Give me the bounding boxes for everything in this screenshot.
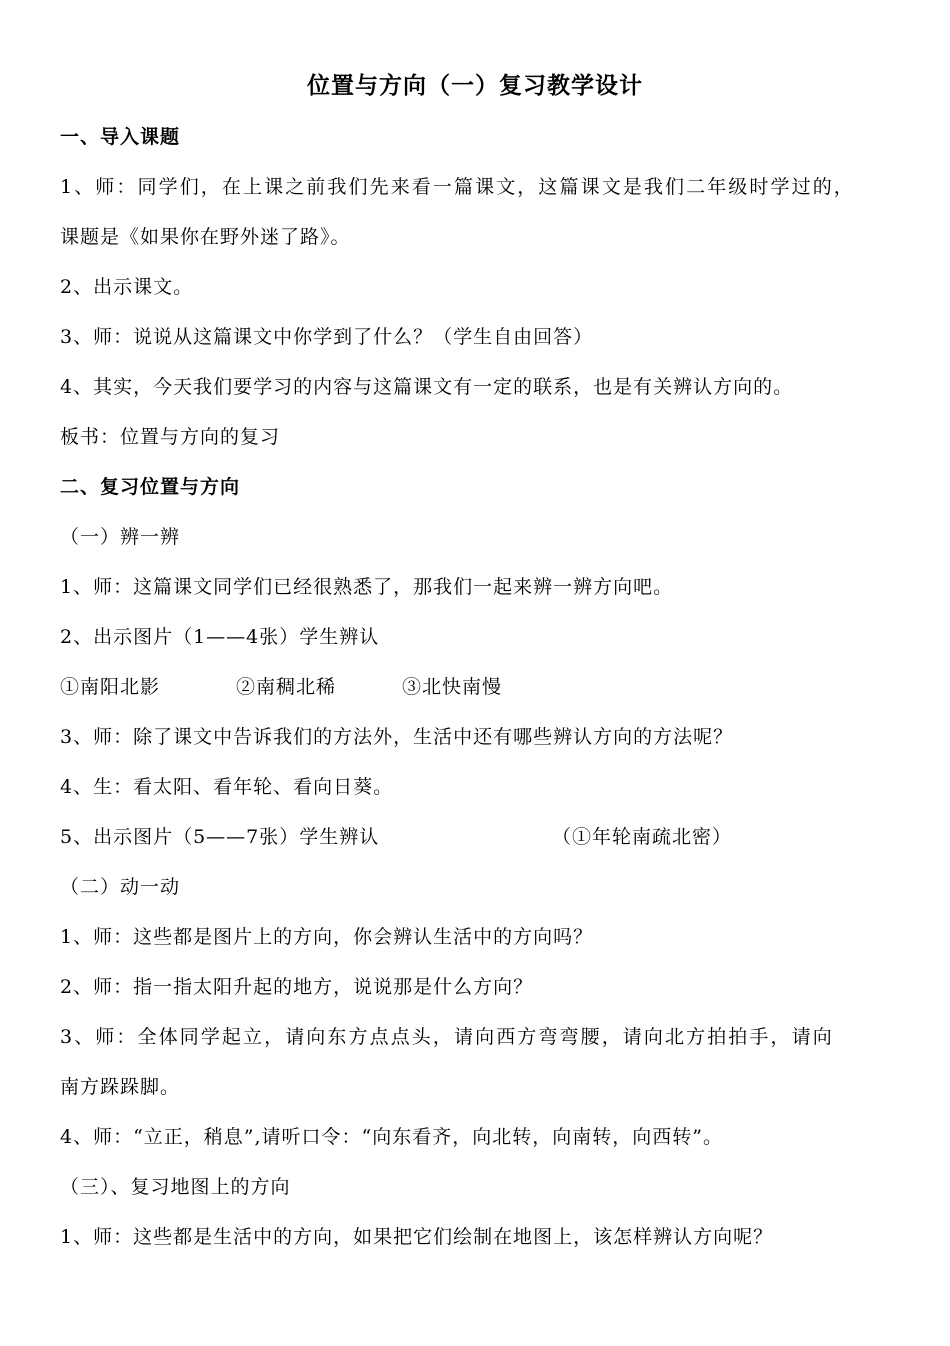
board-writing-line: 板书：位置与方向的复习	[60, 426, 281, 448]
subsection-heading: （三）、复习地图上的方向	[60, 1176, 291, 1198]
paragraph-line: 南方跺跺脚。	[60, 1076, 181, 1098]
paragraph-line: 3、师：全体同学起立，请向东方点点头，请向西方弯弯腰，请向北方拍拍手，请向	[60, 1026, 834, 1048]
subsection-heading: （二）动一动	[60, 876, 181, 898]
paragraph-line: 4、其实，今天我们要学习的内容与这篇课文有一定的联系，也是有关辨认方向的。	[60, 376, 794, 398]
subsection-heading: （一）辨一辨	[60, 526, 181, 548]
methods-line	[60, 672, 502, 702]
paragraph-line: 1、师：这些都是图片上的方向，你会辨认生活中的方向吗？	[60, 926, 594, 948]
paragraph-line: 3、师：说说从这篇课文中你学到了什么？（学生自由回答）	[60, 326, 594, 348]
paragraph-line: 2、师：指一指太阳升起的地方，说说那是什么方向？	[60, 976, 534, 998]
method-item: ③北快南慢	[402, 676, 503, 698]
paragraph-line: 课题是《如果你在野外迷了路》。	[60, 226, 351, 248]
paragraph-line: 2、出示课文。	[60, 276, 194, 298]
paragraph-line: 1、师：这些都是生活中的方向，如果把它们绘制在地图上，该怎样辨认方向呢？	[60, 1226, 774, 1248]
note-text: （①年轮南疏北密）	[552, 826, 733, 848]
paragraph-line: 5、出示图片（5——7张）学生辨认	[60, 826, 380, 848]
method-item: ②南稠北稀	[236, 676, 337, 698]
section-heading-intro: 一、导入课题	[60, 126, 181, 148]
document-title: 位置与方向（一）复习教学设计	[307, 73, 643, 99]
paragraph-line: 1、师：这篇课文同学们已经很熟悉了，那我们一起来辨一辨方向吧。	[60, 576, 674, 598]
paragraph-line: 3、师：除了课文中告诉我们的方法外，生活中还有哪些辨认方向的方法呢？	[60, 726, 734, 748]
paragraph-line: 2、出示图片（1——4张）学生辨认	[60, 626, 380, 648]
method-item: ①南阳北影	[60, 676, 161, 698]
paragraph-line: 4、师：“立正，稍息”,请听口令：“向东看齐，向北转，向南转，向西转”。	[60, 1126, 723, 1148]
section-heading-review: 二、复习位置与方向	[60, 476, 241, 498]
paragraph-line: 4、生：看太阳、看年轮、看向日葵。	[60, 776, 394, 798]
paragraph-line: 1、师：同学们，在上课之前我们先来看一篇课文，这篇课文是我们二年级时学过的，	[60, 176, 855, 198]
